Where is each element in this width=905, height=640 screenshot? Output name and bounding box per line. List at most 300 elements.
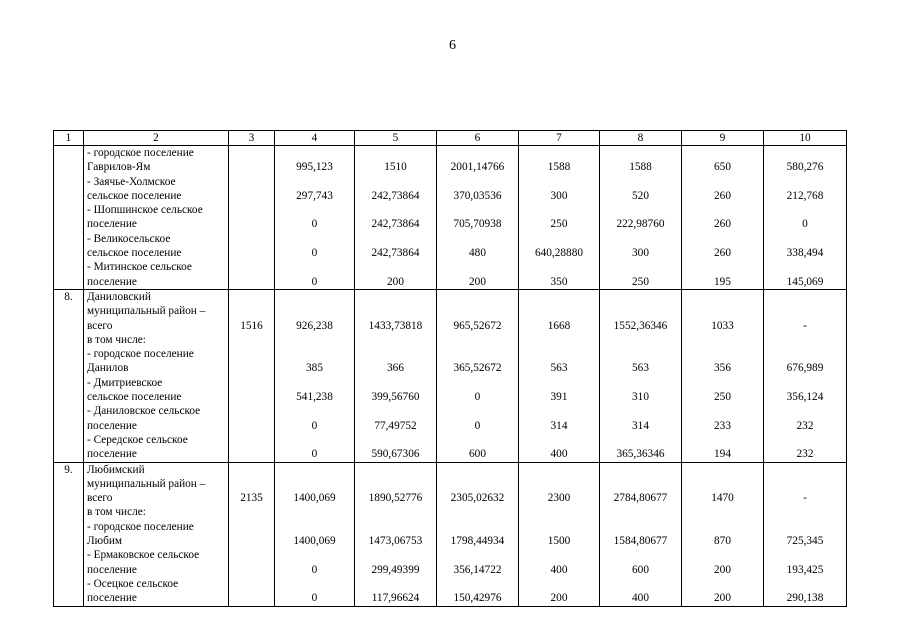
spacer: [358, 520, 433, 534]
sub-value: 480: [469, 247, 486, 260]
spacer: [278, 333, 351, 347]
sub-value: 297,743: [296, 189, 333, 202]
header-cell: 8: [600, 131, 682, 146]
total-value: 1400,069: [293, 492, 336, 505]
spacer: [440, 376, 515, 390]
spacer: [278, 404, 351, 418]
name-line: - городское поселение: [87, 348, 194, 361]
sub-value: 200: [387, 275, 404, 288]
name-line: в том числе:: [87, 333, 146, 346]
value-cell: [437, 462, 519, 606]
sub-value: 250: [550, 218, 568, 231]
spacer: [767, 232, 843, 246]
name-line: - городское поселение: [87, 520, 194, 533]
spacer: [358, 376, 433, 390]
spacer: [358, 175, 433, 189]
spacer: [232, 477, 271, 491]
name-line: всего: [87, 492, 113, 505]
name-line: Гаврилов-Ям: [87, 161, 151, 174]
row-index-cell: [54, 289, 84, 462]
value-cell: [764, 289, 847, 462]
value-cell: [519, 289, 600, 462]
spacer: [767, 304, 843, 318]
name-line: в том числе:: [87, 506, 146, 519]
name-line: - Ермаковское сельское: [87, 549, 200, 562]
spacer: [440, 260, 515, 274]
spacer: [278, 577, 351, 591]
sub-value: 200: [469, 275, 486, 288]
spacer: [278, 463, 351, 477]
sub-value: 117,96624: [371, 592, 420, 605]
sub-value: 77,49752: [374, 419, 417, 432]
page-number: 6: [449, 38, 456, 53]
value-cell: [764, 462, 847, 606]
sub-value: 725,345: [786, 535, 824, 548]
spacer: [440, 548, 515, 562]
sub-value: 1584,80677: [613, 535, 668, 548]
name-cell: [84, 462, 229, 606]
spacer: [685, 577, 760, 591]
name-line: - городское поселение: [87, 147, 194, 159]
value-cell: [682, 146, 764, 290]
total-value: 2135: [240, 492, 263, 505]
spacer: [278, 548, 351, 562]
spacer: [603, 175, 678, 189]
spacer: [358, 548, 433, 562]
spacer: [603, 347, 678, 361]
spacer: [603, 477, 678, 491]
spacer: [685, 333, 760, 347]
value-cell: [355, 289, 437, 462]
sub-value: 0: [311, 448, 318, 461]
spacer: [685, 376, 760, 390]
sub-value: 370,03536: [453, 189, 502, 202]
sub-value: 0: [311, 592, 318, 605]
name-line: муниципальный район –: [87, 477, 206, 490]
spacer: [522, 376, 596, 390]
sub-value: 365,52672: [453, 362, 502, 375]
sub-value: 299,49399: [371, 563, 420, 576]
header-cell: 6: [437, 131, 519, 146]
value-cell: [275, 289, 355, 462]
spacer: [767, 463, 843, 477]
spacer: [232, 290, 271, 304]
spacer: [603, 146, 678, 160]
sub-value: 260: [714, 189, 731, 202]
value-cell: [600, 462, 682, 606]
spacer: [440, 505, 515, 519]
spacer: [767, 477, 843, 491]
name-line: - Шопшинское сельское: [87, 204, 203, 217]
name-cell: [84, 146, 229, 290]
sub-value: 870: [714, 535, 731, 548]
spacer: [358, 290, 433, 304]
spacer: [440, 520, 515, 534]
sub-value: 385: [306, 362, 323, 375]
sub-value: 1588: [547, 161, 571, 174]
spacer: [440, 304, 515, 318]
spacer: [767, 404, 843, 418]
sub-value: 232: [796, 448, 814, 461]
sub-value: 242,73864: [371, 218, 420, 231]
sub-value: 260: [714, 218, 731, 231]
sub-value: 232: [796, 419, 814, 432]
sub-value: 563: [550, 362, 568, 375]
spacer: [603, 290, 678, 304]
spacer: [440, 290, 515, 304]
spacer: [522, 260, 596, 274]
total-value: 1668: [547, 319, 571, 332]
spacer: [278, 203, 351, 217]
total-value: 1470: [711, 492, 734, 505]
spacer: [358, 477, 433, 491]
spacer: [440, 463, 515, 477]
name-line: поселение: [87, 419, 137, 432]
spacer: [685, 548, 760, 562]
spacer: [603, 260, 678, 274]
total-value: -: [803, 492, 807, 505]
spacer: [685, 260, 760, 274]
spacer: [358, 433, 433, 447]
spacer: [440, 203, 515, 217]
sub-value: 350: [550, 275, 568, 288]
spacer: [603, 304, 678, 318]
spacer: [232, 304, 271, 318]
sub-value: 676,989: [786, 362, 824, 375]
name-line: - Великосельское: [87, 232, 171, 245]
sub-value: 590,67306: [371, 448, 420, 461]
spacer: [522, 333, 596, 347]
value-cell: [275, 146, 355, 290]
sub-value: 290,138: [786, 592, 824, 605]
spacer: [522, 347, 596, 361]
spacer: [358, 304, 433, 318]
spacer: [603, 404, 678, 418]
spacer: [522, 304, 596, 318]
spacer: [685, 290, 760, 304]
spacer: [358, 463, 433, 477]
value-cell: [229, 462, 275, 606]
table-row: [54, 289, 847, 462]
header-cell: 3: [229, 131, 275, 146]
sub-value: 314: [550, 419, 568, 432]
spacer: [522, 577, 596, 591]
spacer: [522, 232, 596, 246]
spacer: [603, 433, 678, 447]
sub-value: 200: [550, 592, 568, 605]
spacer: [603, 548, 678, 562]
name-line: сельское поселение: [87, 189, 182, 202]
sub-value: 1400,069: [293, 535, 336, 548]
spacer: [440, 333, 515, 347]
value-cell: [764, 146, 847, 290]
name-line: Данилов: [87, 362, 129, 375]
sub-value: 600: [469, 448, 486, 461]
sub-value: 194: [714, 448, 731, 461]
sub-value: 250: [714, 391, 731, 404]
spacer: [278, 347, 351, 361]
spacer: [767, 548, 843, 562]
header-cell: 1: [54, 131, 84, 146]
value-cell: [519, 462, 600, 606]
spacer: [440, 477, 515, 491]
spacer: [278, 304, 351, 318]
value-cell: [229, 146, 275, 290]
total-value: 2300: [547, 492, 571, 505]
table-row: [54, 462, 847, 606]
spacer: [522, 404, 596, 418]
name-line: поселение: [87, 563, 137, 576]
sub-value: 193,425: [786, 563, 824, 576]
sub-value: 200: [714, 563, 731, 576]
name-line: всего: [87, 319, 113, 332]
spacer: [685, 404, 760, 418]
name-line: поселение: [87, 218, 137, 231]
sub-value: 1500: [547, 535, 571, 548]
spacer: [440, 404, 515, 418]
sub-value: 1798,44934: [450, 535, 505, 548]
spacer: [767, 505, 843, 519]
spacer: [767, 577, 843, 591]
sub-value: 705,70938: [453, 218, 502, 231]
name-line: - Заячье-Холмское: [87, 175, 176, 188]
sub-value: 0: [311, 218, 318, 231]
value-cell: [682, 289, 764, 462]
header-cell: 2: [84, 131, 229, 146]
sub-value: 200: [714, 592, 731, 605]
name-line: Любимский: [87, 463, 145, 476]
spacer: [358, 577, 433, 591]
sub-value: 400: [550, 563, 568, 576]
spacer: [522, 175, 596, 189]
sub-value: 995,123: [296, 161, 333, 174]
value-cell: [600, 289, 682, 462]
sub-value: 541,238: [296, 391, 333, 404]
data-table: [53, 130, 847, 607]
header-cell: 9: [682, 131, 764, 146]
spacer: [767, 260, 843, 274]
spacer: [440, 146, 515, 160]
spacer: [278, 477, 351, 491]
row-index-cell: [54, 462, 84, 606]
spacer: [522, 433, 596, 447]
spacer: [685, 203, 760, 217]
header-cell: 10: [764, 131, 847, 146]
sub-value: 310: [632, 391, 649, 404]
sub-value: 0: [474, 419, 481, 432]
spacer: [767, 333, 843, 347]
spacer: [603, 463, 678, 477]
spacer: [685, 232, 760, 246]
sub-value: 0: [311, 275, 318, 288]
sub-value: 300: [550, 189, 568, 202]
name-cell: [84, 289, 229, 462]
sub-value: 400: [632, 592, 649, 605]
total-value: 1433,73818: [368, 319, 423, 332]
total-value: 1890,52776: [368, 492, 423, 505]
name-line: - Даниловское сельское: [87, 405, 201, 418]
spacer: [685, 520, 760, 534]
total-value: 1552,36346: [613, 319, 668, 332]
spacer: [767, 347, 843, 361]
sub-value: 2001,14766: [450, 161, 505, 174]
spacer: [358, 333, 433, 347]
name-line: Любим: [87, 535, 123, 548]
spacer: [522, 146, 596, 160]
spacer: [767, 290, 843, 304]
name-line: поселение: [87, 275, 137, 288]
spacer: [603, 232, 678, 246]
spacer: [603, 520, 678, 534]
table-row: [54, 146, 847, 290]
sub-value: 563: [632, 362, 649, 375]
sub-value: 222,98760: [616, 218, 665, 231]
value-cell: [229, 289, 275, 462]
sub-value: 356: [714, 362, 731, 375]
row-index-cell: [54, 146, 84, 290]
spacer: [440, 232, 515, 246]
sub-value: 195: [714, 275, 731, 288]
spacer: [685, 433, 760, 447]
sub-value: 580,276: [786, 161, 824, 174]
value-cell: [437, 146, 519, 290]
sub-value: 356,124: [786, 391, 824, 404]
sub-value: 365,36346: [616, 448, 665, 461]
sub-value: 314: [632, 419, 649, 432]
value-cell: [600, 146, 682, 290]
spacer: [358, 260, 433, 274]
row-index: 8.: [64, 290, 73, 303]
sub-value: 1473,06753: [368, 535, 423, 548]
spacer: [440, 433, 515, 447]
spacer: [685, 175, 760, 189]
spacer: [685, 463, 760, 477]
sub-value: 242,73864: [371, 189, 420, 202]
sub-value: 600: [632, 563, 649, 576]
spacer: [685, 304, 760, 318]
name-line: - Митинское сельское: [87, 261, 192, 274]
value-cell: [437, 289, 519, 462]
header-row: [54, 131, 847, 146]
total-value: 2305,02632: [450, 492, 505, 505]
total-value: 926,238: [296, 319, 333, 332]
spacer: [278, 175, 351, 189]
name-line: Даниловский: [87, 290, 151, 303]
sub-value: 400: [550, 448, 568, 461]
spacer: [603, 333, 678, 347]
value-cell: [355, 462, 437, 606]
sub-value: 391: [550, 391, 568, 404]
value-cell: [682, 462, 764, 606]
spacer: [522, 203, 596, 217]
spacer: [522, 477, 596, 491]
spacer: [440, 347, 515, 361]
sub-value: 520: [632, 189, 649, 202]
spacer: [278, 520, 351, 534]
sub-value: 0: [802, 218, 808, 231]
spacer: [278, 290, 351, 304]
spacer: [440, 577, 515, 591]
spacer: [440, 175, 515, 189]
spacer: [278, 146, 351, 160]
total-value: 1516: [240, 319, 263, 332]
spacer: [603, 577, 678, 591]
spacer: [278, 376, 351, 390]
spacer: [358, 146, 433, 160]
sub-value: 0: [311, 247, 318, 260]
sub-value: 250: [632, 275, 649, 288]
spacer: [603, 203, 678, 217]
spacer: [522, 463, 596, 477]
spacer: [358, 203, 433, 217]
spacer: [278, 505, 351, 519]
spacer: [358, 347, 433, 361]
spacer: [278, 433, 351, 447]
total-value: -: [803, 319, 807, 332]
sub-value: 650: [714, 161, 731, 174]
total-value: 965,52672: [453, 319, 502, 332]
name-line: - Осецкое сельское: [87, 577, 179, 590]
spacer: [232, 463, 271, 477]
spacer: [358, 232, 433, 246]
spacer: [685, 146, 760, 160]
spacer: [603, 505, 678, 519]
name-line: - Дмитриевское: [87, 376, 163, 389]
sub-value: 338,494: [786, 247, 824, 260]
sub-value: 1588: [629, 161, 652, 174]
sub-value: 233: [714, 419, 731, 432]
sub-value: 212,768: [786, 189, 824, 202]
sub-value: 640,28880: [534, 247, 583, 260]
header-cell: 4: [275, 131, 355, 146]
spacer: [358, 404, 433, 418]
name-line: сельское поселение: [87, 247, 182, 260]
sub-value: 145,069: [786, 275, 824, 288]
sub-value: 366: [387, 362, 404, 375]
sub-value: 300: [632, 247, 649, 260]
spacer: [685, 347, 760, 361]
spacer: [522, 520, 596, 534]
spacer: [767, 376, 843, 390]
name-line: поселение: [87, 592, 137, 605]
name-line: муниципальный район –: [87, 305, 206, 318]
spacer: [278, 260, 351, 274]
sub-value: 399,56760: [371, 391, 420, 404]
sub-value: 150,42976: [453, 592, 502, 605]
name-line: - Середское сельское: [87, 433, 188, 446]
sub-value: 356,14722: [453, 563, 502, 576]
name-line: сельское поселение: [87, 391, 182, 404]
value-cell: [275, 462, 355, 606]
spacer: [767, 203, 843, 217]
sub-value: 0: [474, 391, 481, 404]
total-value: 1033: [711, 319, 734, 332]
spacer: [767, 146, 843, 160]
sub-value: 260: [714, 247, 731, 260]
sub-value: 1510: [384, 161, 407, 174]
sub-value: 242,73864: [371, 247, 420, 260]
sub-value: 0: [311, 419, 318, 432]
value-cell: [519, 146, 600, 290]
spacer: [603, 376, 678, 390]
spacer: [685, 477, 760, 491]
header-cell: 7: [519, 131, 600, 146]
spacer: [358, 505, 433, 519]
spacer: [685, 505, 760, 519]
spacer: [767, 433, 843, 447]
row-index: 9.: [64, 463, 73, 476]
spacer: [522, 505, 596, 519]
